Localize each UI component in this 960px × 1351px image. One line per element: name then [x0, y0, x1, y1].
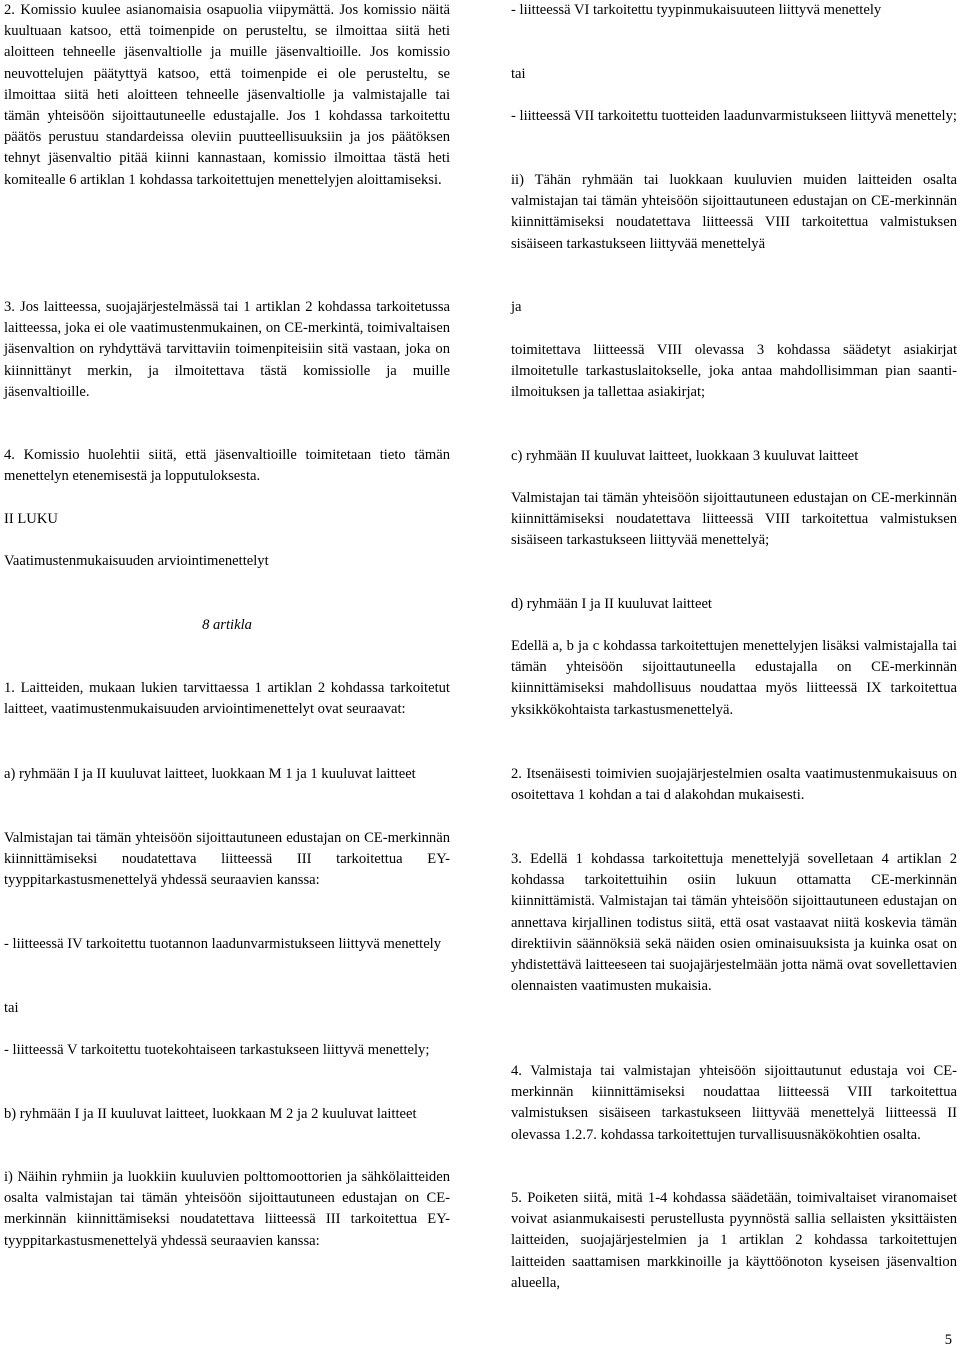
paragraph-2-consultation: 2. Komissio kuulee asianomaisia osapuolia viipymättä. Jos komissio näitä kuultuaan katsoo, että toimenpide on perusteltu, se ilmoittaa siitä heti aloitteen tehneelle jäsenvaltiolle ja muille jäsenvaltioille. Jos komissio neuvottelujen päätyttyä katsoo, että toimenpide ei ole perusteltu, se ilmoittaa siitä heti aloitteen tehneelle jäsenvaltiolle ja valmistajalle tai tämän yhteisöön sijoittautuneelle edustajalle. Jos 1 kohdassa tarkoitettu päätös perustuu standardeissa oleviin puutteellisuuksiin ja jos päätöksen tehnyt jäsenvaltio pitää kiinni kannastaan, komissio ilmoittaa tästä heti komitealle 6 artiklan 1 kohdassa tarkoitettujen menettelyjen aloittamiseksi. [4, 2, 450, 188]
annex-iv-item: - liitteessä IV tarkoitettu tuotannon laadunvarmistukseen liittyvä menettely [4, 936, 442, 952]
documents-submission: toimitettava liitteessä VIII olevassa 3 kohdassa säädetyt asiakirjat ilmoitetulle tarkastuslaitokselle, joka antaa mahdollisimman pian saanti-ilmoituksen ja tallettaa asiakirjat; [511, 342, 957, 401]
item-c-body: Valmistajan tai tämän yhteisöön sijoittautuneen edustajan on CE-merkinnän kiinnittämiseksi noudatettava liitteessä VIII tarkoitettua valmistuksen sisäiseen tarkastukseen liittyvää menettelyä; [511, 490, 957, 549]
article-paragraph-2: 2. Itsenäisesti toimivien suojajärjestelmien osalta vaatimustenmukaisuus on osoitettava 1 kohdan a tai d alakohdan mukaisesti. [511, 766, 957, 804]
item-a-body: Valmistajan tai tämän yhteisöön sijoittautuneen edustajan on CE-merkinnän kiinnittämiseksi noudatettava liitteessä III tarkoitettua EY-tyyppitarkastusmenettelyä yhdessä seuraavien kanssa: [4, 830, 450, 889]
article-paragraph-5: 5. Poiketen siitä, mitä 1-4 kohdassa säädetään, toimivaltaiset viranomaiset voivat asianmukaisesti perustellusta pyynnöstä sallia sellaisten yksittäisten laitteiden, suojajärjestelmien ja 1 artiklan 2 kohdassa tarkoitettujen laitteiden saattamisen markkinoille ja käyttöönoton kyseisen jäsenvaltion alueella, [511, 1190, 957, 1291]
item-b-i-body: i) Näihin ryhmiin ja luokkiin kuuluvien polttomoottorien ja sähkölaitteiden osalta valmistajan tai tämän yhteisöön sijoittautuneen edustajan on CE-merkinnän kiinnittämiseksi noudatettava liitteessä III tarkoitettua EY-tyyppitarkastusmenettelyä yhdessä seuraavien kanssa: [4, 1169, 450, 1249]
or-connector: tai [511, 66, 526, 82]
chapter-heading: II LUKU [4, 511, 58, 527]
item-d-body: Edellä a, b ja c kohdassa tarkoitettujen menettelyjen lisäksi valmistajalla tai tämän yhteisöön sijoittautuneella edustajalla on CE-merkinnän kiinnittämiseksi mahdollisuus noudattaa myös liitteessä IX tarkoitettua yksikkökohtaista tarkastusmenettelyä. [511, 638, 957, 718]
page-number: 5 [944, 1332, 952, 1348]
annex-v-item: - liitteessä V tarkoitettu tuotekohtaiseen tarkastukseen liittyvä menettely; [4, 1042, 430, 1058]
or-connector: tai [4, 1000, 19, 1016]
paragraph-3-ce-marking: 3. Jos laitteessa, suojajärjestelmässä tai 1 artiklan 2 kohdassa tarkoitetussa laitteessa, joka ei ole vaatimustenmukainen, on CE-merkintä, toimivaltaisen jäsenvaltion on ryhdyttävä tarvittaviin toimenpiteisiin sitä vastaan, joka on kiinnittänyt merkin, ja ilmoitettava tästä komissiolle ja muille jäsenvaltioille. [4, 299, 450, 400]
item-c-heading: c) ryhmään II kuuluvat laitteet, luokkaan 3 kuuluvat laitteet [511, 448, 859, 464]
paragraph-4-information: 4. Komissio huolehtii siitä, että jäsenvaltioille toimitetaan tieto tämän menettelyn etenemisestä ja lopputuloksesta. [4, 447, 450, 485]
and-connector: ja [511, 299, 522, 315]
item-a-heading: a) ryhmään I ja II kuuluvat laitteet, luokkaan M 1 ja 1 kuuluvat laitteet [4, 766, 416, 782]
item-b-ii-body: ii) Tähän ryhmään tai luokkaan kuuluvien muiden laitteiden osalta valmistajan tai tämän yhteisöön sijoittautuneen edustajan on CE-merkinnän kiinnittämiseksi noudatettava liitteessä VIII tarkoitettua valmistuksen sisäiseen tarkastukseen liittyvää menettelyä [511, 172, 957, 252]
article-heading: 8 artikla [202, 617, 252, 633]
chapter-title: Vaatimustenmukaisuuden arviointimenettelyt [4, 553, 269, 569]
article-paragraph-3: 3. Edellä 1 kohdassa tarkoitettuja menettelyjä sovelletaan 4 artiklan 2 kohdassa tarkoitettuihin osiin lukuun ottamatta CE-merkinnän kiinnittämistä. Valmistajan tai tämän yhteisöön sijoittautuneen edustajan on annettava kirjallinen todistus siitä, että osat vastaavat niitä koskevia tämän direktiivin säännöksiä sekä näiden osien ominaisuuksista ja kuinka osat on yhdistettävä laitteeseen tai suojajärjestelmään jotta nämä ovat sovellettavien olennaisten vaatimusten mukaisia. [511, 851, 957, 995]
item-d-heading: d) ryhmään I ja II kuuluvat laitteet [511, 596, 712, 612]
annex-vi-item: - liitteessä VI tarkoitettu tyypinmukaisuuteen liittyvä menettely [511, 2, 882, 18]
article-paragraph-1: 1. Laitteiden, mukaan lukien tarvittaessa 1 artiklan 2 kohdassa tarkoitetut laitteet, vaatimustenmukaisuuden arviointimenettelyt ovat seuraavat: [4, 680, 450, 718]
annex-vii-item: - liitteessä VII tarkoitettu tuotteiden laadunvarmistukseen liittyvä menettely; [511, 108, 957, 124]
item-b-heading: b) ryhmään I ja II kuuluvat laitteet, luokkaan M 2 ja 2 kuuluvat laitteet [4, 1106, 417, 1122]
article-paragraph-4: 4. Valmistaja tai valmistajan yhteisöön sijoittautunut edustaja voi CE-merkinnän kiinnittämiseksi noudattaa liitteessä VIII tarkoitettua valmistuksen sisäiseen tarkastukseen liittyvää menettelyä liitteessä II olevassa 1.2.7. kohdassa tarkoitettujen turvallisuusnäkökohtien osalta. [511, 1063, 957, 1143]
